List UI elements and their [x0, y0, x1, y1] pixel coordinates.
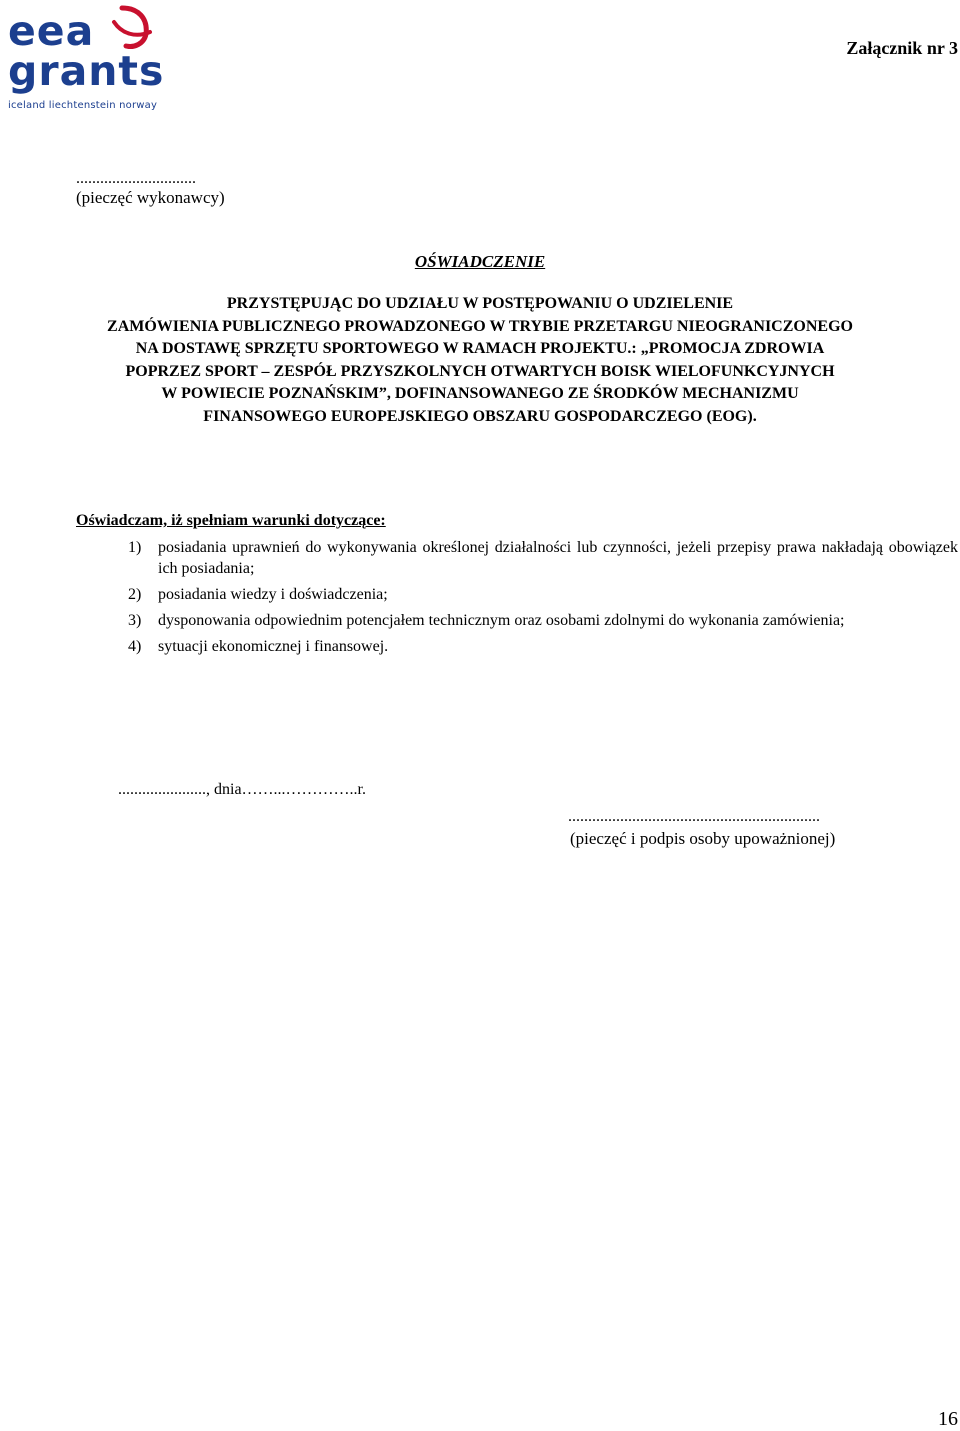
heading-line: NA DOSTAWĘ SPRZĘTU SPORTOWEGO W RAMACH PROJEKTU.: „PROMOCJA ZDROWIA	[135, 340, 825, 357]
list-item	[128, 610, 958, 631]
signature-dots: ...............................................................	[568, 808, 820, 825]
list-item-number: 3)	[128, 612, 142, 629]
list-item-number: 1)	[128, 539, 142, 556]
heading-line: W POWIECIE POZNAŃSKIM”, DOFINANSOWANEGO ZE ŚRODKÓW MECHANIZMU	[161, 385, 799, 402]
logo-swirl-icon	[108, 4, 156, 64]
logo-line-1: eea	[8, 7, 95, 55]
list-item-text: dysponowania odpowiednim potencjałem technicznym oraz osobami zdolnymi do wykonania zamówienia;	[158, 612, 845, 629]
heading-line: FINANSOWEGO EUROPEJSKIEGO OBSZARU GOSPODARCZEGO (EOG).	[203, 407, 757, 425]
conditions-list	[128, 537, 958, 662]
heading-line: POPRZEZ SPORT – ZESPÓŁ PRZYSZKOLNYCH OTWARTYCH BOISK WIELOFUNKCYJNYCH	[125, 362, 835, 380]
list-item	[128, 584, 958, 605]
eea-grants-logo	[4, 4, 165, 116]
logo-line-2: grants	[8, 47, 165, 95]
contractor-stamp-label: (pieczęć wykonawcy)	[76, 188, 225, 207]
statement-intro: Oświadczam, iż spełniam warunki dotyczące:	[76, 512, 386, 529]
list-item-number: 4)	[128, 638, 142, 655]
place-date-line: ......................, dnia……...…………..r.	[118, 781, 366, 798]
heading-line: PRZYSTĘPUJĄC DO UDZIAŁU W POSTĘPOWANIU O UDZIELENIE	[226, 295, 734, 312]
document-title: OŚWIADCZENIE	[414, 252, 546, 271]
page-number: 16	[938, 1408, 958, 1430]
signature-label: (pieczęć i podpis osoby upoważnionej)	[570, 829, 836, 848]
document-heading	[60, 293, 900, 428]
list-item-number: 2)	[128, 586, 142, 603]
list-item	[128, 636, 958, 657]
annex-label: Załącznik nr 3	[846, 38, 958, 58]
list-item-text: sytuacji ekonomicznej i finansowej.	[158, 638, 389, 655]
contractor-stamp-dots: ..............................	[76, 170, 196, 187]
list-item-text: posiadania uprawnień do wykonywania określonej działalności lub czynności, jeżeli przepisy prawa nakładają obowiązek ich posiadania;	[158, 539, 958, 577]
heading-line: ZAMÓWIENIA PUBLICZNEGO PROWADZONEGO W TRYBIE PRZETARGU NIEOGRANICZONEGO	[107, 317, 853, 335]
list-item	[128, 537, 958, 579]
logo-tagline: iceland liechtenstein norway	[8, 100, 158, 111]
list-item-text: posiadania wiedzy i doświadczenia;	[158, 586, 388, 603]
